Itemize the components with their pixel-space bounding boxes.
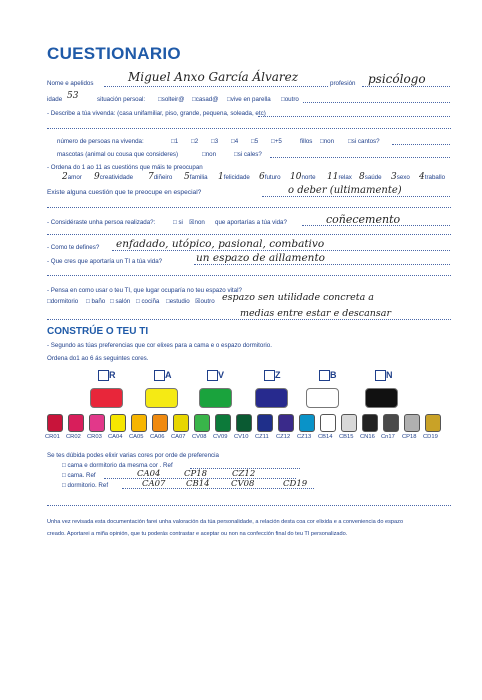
space-other-field-1[interactable]: espazo sen utilidade concreta a [222,292,374,303]
children-option-no[interactable]: □non [320,138,335,145]
color-swatch[interactable] [320,414,336,432]
age-field[interactable]: 53 [67,91,79,101]
color-letter-b: B [330,370,337,380]
status-option-couple[interactable]: □vive en parella [227,96,271,103]
color-box-white [306,388,339,408]
color-swatch[interactable] [404,414,420,432]
swatch-code: CR03 [87,434,102,440]
define-label: - Como te defines? [47,244,100,251]
color-box-green [199,388,232,408]
rank-value[interactable]: 2 [62,172,68,182]
rank-value[interactable]: 11 [327,172,339,182]
people-option-5[interactable]: □5 [251,138,259,145]
rank-label: saúde [364,174,382,181]
contribute-label: que aportarías a túa vida? [215,219,287,226]
color-letter-z: Z [275,370,281,380]
color-swatch[interactable] [257,414,273,432]
status-label: situación persoal: [97,96,146,103]
space-option-livingroom[interactable]: □ salón [110,298,131,305]
bed-ref-2[interactable]: CP18 [184,469,208,479]
color-swatch[interactable] [425,414,441,432]
status-line [303,102,450,103]
rank-label: amor [67,174,82,181]
define-line-2 [47,275,451,276]
ti-contribution-field[interactable]: un espazo de aillamento [196,252,325,264]
special-concern-line [262,196,450,197]
rank-value[interactable]: 8 [359,172,365,182]
status-option-married[interactable]: □casad@ [192,96,219,103]
color-swatch[interactable] [152,414,168,432]
people-option-1[interactable]: □1 [171,138,179,145]
special-concern-field[interactable]: o deber (ultimamente) [288,185,402,196]
ranking-label: - Ordena do 1 ao 11 as cuestións que máis te preocupan [47,164,203,171]
swatch-code: CA04 [108,434,123,440]
pets-option-yes[interactable]: □si cales? [234,151,262,158]
housing-line-2 [47,128,451,129]
special-concern-label: Existe alguna cuestión que te preocupe en especial? [47,189,202,196]
room-ref-3[interactable]: CV08 [231,479,255,489]
pets-option-no[interactable]: □non [202,151,217,158]
color-swatch[interactable] [236,414,252,432]
color-swatch[interactable] [131,414,147,432]
rank-value[interactable]: 7 [148,172,154,182]
color-rank-box-a[interactable] [154,370,165,381]
ti-contribution-line [194,264,450,265]
status-option-single[interactable]: □solteir@ [158,96,185,103]
color-swatch[interactable] [341,414,357,432]
people-option-4[interactable]: □4 [231,138,239,145]
footer-divider [47,505,451,506]
rank-label: creatividade [99,174,134,181]
people-label: número de persoas na vivenda: [57,138,144,145]
ti-contribution-label: - Que cres que aportaría un TI a túa vida? [47,258,163,265]
special-concern-line-2 [47,207,451,208]
space-option-bathroom[interactable]: □ baño [86,298,106,305]
rank-label: felicidade [223,174,250,181]
rank-value[interactable]: 4 [419,172,425,182]
people-option-more[interactable]: □+5 [271,138,282,145]
space-option-study[interactable]: □estudio [166,298,190,305]
pets-line [270,157,450,158]
color-swatch[interactable] [215,414,231,432]
rank-label: diñeiro [153,174,173,181]
color-swatch[interactable] [194,414,210,432]
color-rank-box-z[interactable] [264,370,275,381]
fulfilled-option-no[interactable]: ☒non [189,219,205,226]
swatch-code: CA06 [150,434,165,440]
color-letter-r: R [109,370,116,380]
color-swatch[interactable] [278,414,294,432]
color-box-yellow [145,388,178,408]
fulfilled-option-yes[interactable]: □ si [173,219,183,226]
swatch-code: CB14 [318,434,333,440]
color-box-blue [255,388,288,408]
swatch-code: CR01 [45,434,60,440]
pets-label: mascotas (animal ou cousa que consideres) [57,151,179,158]
footer-text-2: creado. Aportarei a miña opinión, que tu poderás contrastar e aceptar ou non na confección final do teu TI personalizado. [47,531,348,537]
people-option-2[interactable]: □2 [191,138,199,145]
name-field[interactable]: Miguel Anxo García Álvarez [128,70,299,84]
build-order-label: Ordena do1 ao 6 ás seguintes cores. [47,355,149,362]
choice-label: Se tes dúbida podes elixir varias cores por orde de preferencia [47,452,219,459]
rank-value[interactable]: 10 [290,172,302,182]
color-rank-box-n[interactable] [375,370,386,381]
profession-field[interactable]: psicólogo [368,72,426,86]
color-rank-box-b[interactable] [319,370,330,381]
space-other-field-2[interactable]: medias entre estar e descansar [240,308,391,319]
children-line [392,144,450,145]
rank-value[interactable]: 9 [94,172,100,182]
define-line [112,250,450,251]
rank-value[interactable]: 5 [184,172,190,182]
rank-label: futuro [264,174,281,181]
swatch-code: CZ13 [297,434,312,440]
color-letter-v: V [218,370,225,380]
fulfilled-label: - Considéraste unha persoa realizada?: [47,219,156,226]
footer-text-1: Unha vez revisada esta documentación farei unha valoración da túa personalidade, a relación desta coa cor elixida e a conveniencia do espazo [47,519,404,525]
rank-label: familia [189,174,208,181]
contribute-field[interactable]: coñecemento [326,213,401,226]
swatch-code: CP18 [402,434,417,440]
status-option-other[interactable]: □outro [281,96,299,103]
bed-ref-1[interactable]: CA04 [137,469,161,479]
room-ref-label[interactable]: □ dormitorio. Ref [62,482,109,489]
space-line-2 [47,319,451,320]
space-label: - Pensa en como usar o teu TI, que lugar ocuparía no teu espazo vital? [47,287,242,294]
swatch-code: CV08 [192,434,207,440]
color-swatch[interactable] [47,414,63,432]
color-rank-box-r[interactable] [98,370,109,381]
page-title: CUESTIONARIO [47,44,181,63]
swatch-code: CB15 [339,434,354,440]
swatch-code: CA05 [129,434,144,440]
build-pref-label: - Segundo as túas preferencias que cor elixes para a cama e o espazo dormitorio. [47,342,272,349]
swatch-code: Cn17 [381,434,395,440]
room-ref-4[interactable]: CD19 [283,479,308,489]
profession-line [362,86,450,87]
color-swatch[interactable] [362,414,378,432]
fulfilled-line-2 [47,234,451,235]
build-heading: CONSTRÚE O TEU TI [47,326,149,337]
name-label: Nome e apelidos [47,80,94,87]
color-swatch[interactable] [299,414,315,432]
swatch-code: CZ12 [276,434,291,440]
swatch-code: CV09 [213,434,228,440]
rank-value[interactable]: 6 [259,172,265,182]
bed-ref-3[interactable]: CZ12 [232,469,256,479]
swatch-code: CV10 [234,434,249,440]
profession-label: profesión [330,80,356,87]
housing-line [258,116,450,117]
age-label: idade [47,96,63,103]
rank-label: relax [338,174,352,181]
color-swatch[interactable] [68,414,84,432]
rank-label: norte [301,174,316,181]
color-box-black [365,388,398,408]
children-label: fillos [300,138,313,145]
rank-label: traballo [424,174,446,181]
rank-value[interactable]: 1 [218,172,224,182]
bed-ref-label[interactable]: □ cama. Ref [62,472,96,479]
color-swatch[interactable] [383,414,399,432]
space-option-other[interactable]: ☒outro [195,298,215,305]
rank-value[interactable]: 3 [391,172,397,182]
color-swatch[interactable] [110,414,126,432]
color-letter-a: A [165,370,172,380]
swatch-code: CZ11 [255,434,269,440]
room-ref-2[interactable]: CB14 [186,479,210,489]
rank-label: sexo [396,174,410,181]
room-ref-1[interactable]: CA07 [142,479,166,489]
name-line [104,86,328,87]
people-option-3[interactable]: □3 [211,138,219,145]
define-field[interactable]: enfadado, utópico, pasional, combativo [116,238,325,250]
children-option-yes[interactable]: □si cantos? [348,138,380,145]
color-letter-n: N [386,370,393,380]
same-color-option[interactable]: □ cama e dormitorio da mesma cor . Ref [62,462,173,469]
swatch-code: CD19 [423,434,438,440]
color-swatch[interactable] [173,414,189,432]
color-rank-box-v[interactable] [207,370,218,381]
swatch-code: CN16 [360,434,375,440]
housing-label: - Describe a túa vivenda: (casa unifamiliar, piso, grande, pequena, soleada, etc) [47,110,266,117]
swatch-code: CR02 [66,434,81,440]
color-box-red [90,388,123,408]
color-swatch[interactable] [89,414,105,432]
swatch-code: CA07 [171,434,186,440]
space-option-kitchen[interactable]: □ cociña [136,298,160,305]
space-option-bedroom[interactable]: □dormitorio [47,298,79,305]
